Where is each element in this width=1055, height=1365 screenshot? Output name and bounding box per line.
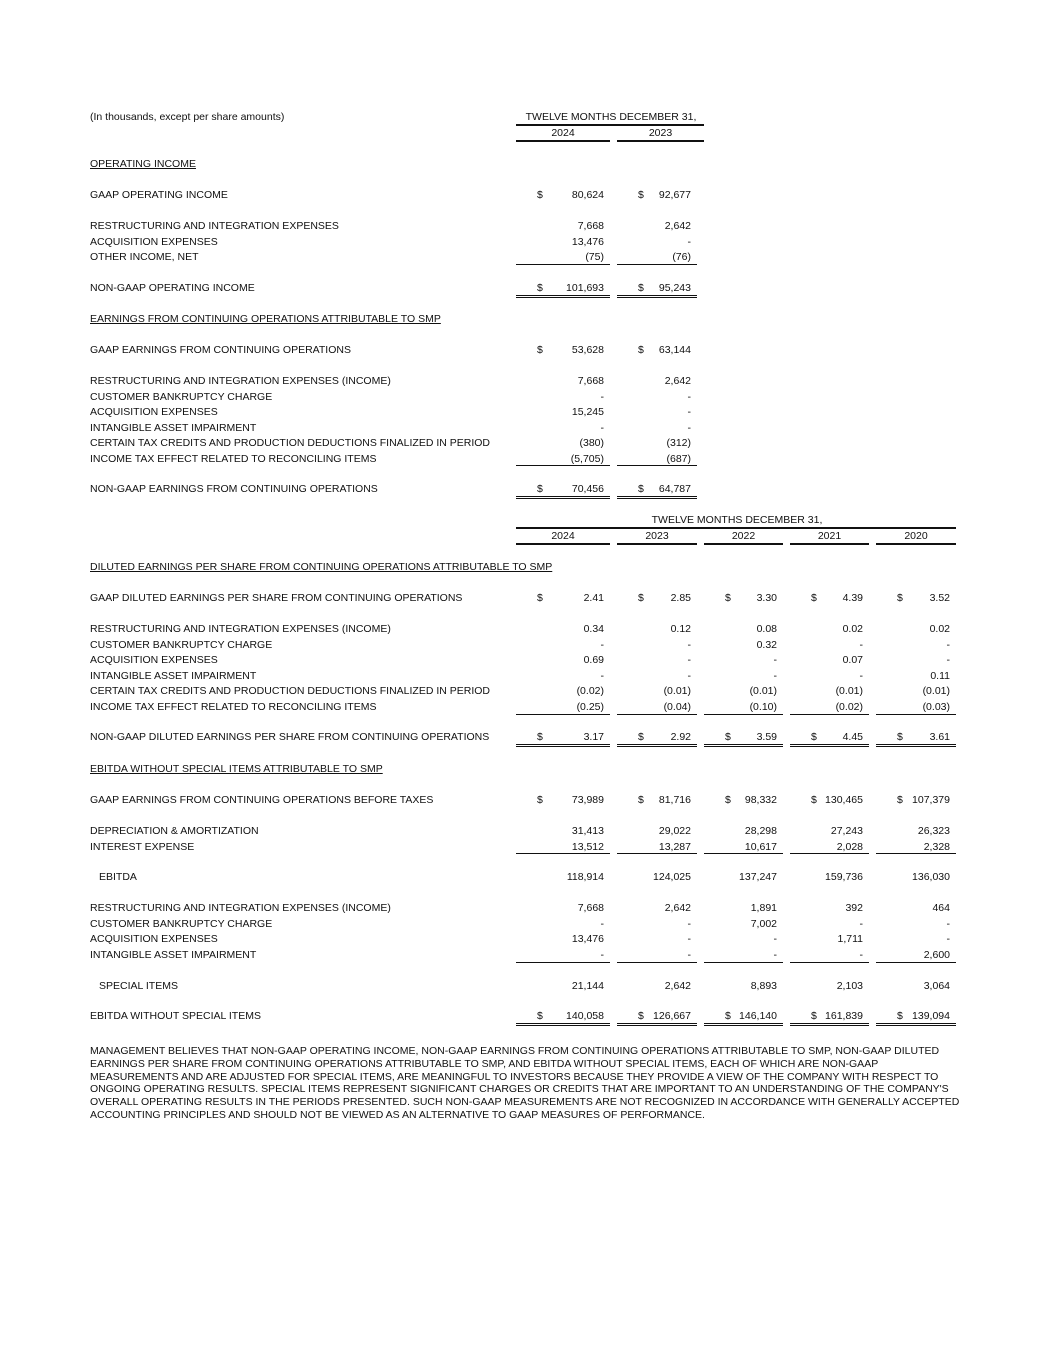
cell-value: (0.25)	[576, 700, 604, 713]
units-note: (In thousands, except per share amounts)	[90, 111, 285, 123]
year-header: 2021	[817, 530, 842, 542]
cell-value: 0.69	[583, 654, 604, 666]
cell-value: -	[687, 638, 691, 651]
currency-symbol: $	[638, 483, 644, 495]
year-header: 2023	[648, 127, 673, 139]
cell-value: 80,624	[571, 189, 604, 201]
cell-value: 13,512	[571, 840, 604, 853]
row-label: OTHER INCOME, NET	[90, 251, 199, 263]
cell-value: (0.01)	[663, 685, 691, 697]
cell-value: (0.02)	[835, 700, 863, 713]
row-label: ACQUISITION EXPENSES	[90, 235, 218, 248]
year-header: 2024	[551, 127, 575, 139]
cell-value: -	[773, 669, 777, 682]
period-underline	[516, 527, 956, 529]
cell-value: 7,002	[750, 917, 777, 930]
cell-value: -	[946, 917, 950, 930]
currency-symbol: $	[897, 1010, 903, 1022]
row-label: INTANGIBLE ASSET IMPAIRMENT	[90, 421, 257, 434]
year-underline	[617, 543, 697, 545]
cell-value: -	[773, 948, 777, 961]
currency-symbol: $	[638, 189, 644, 201]
cell-value: 28,298	[744, 825, 777, 837]
row-label: ACQUISITION EXPENSES	[90, 654, 218, 666]
cell-value: 3.52	[929, 592, 950, 604]
row-label: RESTRUCTURING AND INTEGRATION EXPENSES (INCOME)	[90, 375, 391, 387]
cell-value: 81,716	[658, 794, 691, 806]
currency-symbol: $	[897, 794, 903, 806]
total-rule	[516, 1023, 610, 1026]
cell-value: 2.92	[670, 731, 691, 743]
currency-symbol: $	[537, 344, 543, 356]
cell-value: 392	[845, 902, 863, 914]
cell-value: -	[859, 917, 863, 930]
row-label: EBITDA WITHOUT SPECIAL ITEMS	[90, 1010, 261, 1022]
currency-symbol: $	[537, 1010, 543, 1022]
row-label: INCOME TAX EFFECT RELATED TO RECONCILING ITEMS	[90, 452, 377, 465]
cell-value: -	[859, 948, 863, 961]
cell-value: 27,243	[830, 825, 863, 837]
period-header: TWELVE MONTHS DECEMBER 31,	[525, 111, 697, 123]
cell-value: 70,456	[571, 483, 604, 495]
cell-value: 15,245	[571, 406, 604, 418]
subtotal-rule	[790, 714, 869, 715]
subtotal-rule	[617, 465, 697, 466]
row-label: CERTAIN TAX CREDITS AND PRODUCTION DEDUCTIONS FINALIZED IN PERIOD	[90, 437, 491, 449]
cell-value: 464	[932, 902, 950, 914]
cell-value: 98,332	[744, 794, 777, 806]
cell-value: 2,642	[664, 902, 691, 914]
currency-symbol: $	[811, 731, 817, 743]
cell-value: 31,413	[571, 825, 604, 837]
cell-value: 0.32	[756, 638, 777, 651]
subtotal-rule	[617, 264, 697, 265]
row-label: RESTRUCTURING AND INTEGRATION EXPENSES (INCOME)	[90, 623, 391, 635]
currency-symbol: $	[638, 1010, 644, 1022]
cell-value: (0.02)	[576, 685, 604, 697]
cell-value: 0.07	[842, 654, 863, 666]
cell-value: -	[687, 917, 691, 930]
cell-value: 53,628	[571, 344, 604, 356]
cell-value: 159,736	[825, 871, 863, 883]
section-title: EARNINGS FROM CONTINUING OPERATIONS ATTRIBUTABLE TO SMP	[90, 313, 441, 325]
year-header: 2023	[645, 530, 669, 542]
subtotal-rule	[704, 714, 783, 715]
total-rule	[617, 295, 697, 298]
currency-symbol: $	[725, 1010, 731, 1022]
cell-value: -	[687, 948, 691, 961]
total-rule	[516, 496, 610, 499]
currency-symbol: $	[537, 592, 543, 604]
year-underline	[516, 140, 610, 142]
cell-value: -	[600, 638, 604, 651]
cell-value: 7,668	[577, 220, 604, 232]
cell-value: 1,891	[750, 902, 777, 914]
section-title: EBITDA WITHOUT SPECIAL ITEMS ATTRIBUTABLE TO SMP	[90, 763, 383, 775]
row-label: RESTRUCTURING AND INTEGRATION EXPENSES	[90, 220, 339, 232]
row-label: INCOME TAX EFFECT RELATED TO RECONCILING ITEMS	[90, 700, 377, 713]
cell-value: -	[773, 654, 777, 666]
total-rule	[516, 295, 610, 298]
year-header: 2024	[551, 530, 575, 542]
cell-value: 13,287	[658, 840, 691, 853]
cell-value: 2,600	[923, 948, 950, 961]
year-underline	[876, 543, 956, 545]
cell-value: 13,476	[571, 933, 604, 945]
cell-value: (312)	[666, 437, 691, 449]
period-underline	[516, 124, 704, 126]
row-label: ACQUISITION EXPENSES	[90, 933, 218, 945]
cell-value: 2,328	[923, 840, 950, 853]
cell-value: 118,914	[566, 871, 604, 883]
cell-value: (0.10)	[749, 700, 777, 713]
cell-value: -	[946, 933, 950, 945]
cell-value: 136,030	[912, 871, 950, 883]
cell-value: 2,642	[664, 375, 691, 387]
cell-value: -	[600, 948, 604, 961]
row-label: CUSTOMER BANKRUPTCY CHARGE	[90, 638, 273, 651]
cell-value: 161,839	[825, 1010, 863, 1022]
row-label: NON-GAAP DILUTED EARNINGS PER SHARE FROM CONTINUING OPERATIONS	[90, 731, 490, 743]
cell-value: -	[687, 421, 691, 434]
currency-symbol: $	[537, 189, 543, 201]
cell-value: 29,022	[658, 825, 691, 837]
subtotal-rule	[617, 714, 697, 715]
cell-value: 0.02	[929, 623, 950, 635]
cell-value: -	[600, 669, 604, 682]
subtotal-rule	[876, 853, 956, 854]
period-header: TWELVE MONTHS DECEMBER 31,	[651, 514, 823, 526]
cell-value: 92,677	[658, 189, 691, 201]
total-rule	[704, 1023, 783, 1026]
row-label: CUSTOMER BANKRUPTCY CHARGE	[90, 390, 273, 403]
currency-symbol: $	[725, 794, 731, 806]
subtotal-rule	[876, 714, 956, 715]
row-label: NON-GAAP OPERATING INCOME	[90, 282, 255, 294]
subtotal-rule	[790, 962, 869, 963]
cell-value: (5,705)	[570, 452, 604, 465]
cell-value: -	[859, 669, 863, 682]
cell-value: -	[687, 235, 691, 248]
total-rule	[790, 1023, 869, 1026]
year-header: 2020	[904, 530, 928, 542]
cell-value: 2,642	[664, 220, 691, 232]
currency-symbol: $	[725, 592, 731, 604]
subtotal-rule	[516, 714, 610, 715]
cell-value: (0.03)	[922, 700, 950, 713]
cell-value: 0.11	[930, 669, 950, 682]
cell-value: 2.85	[670, 592, 691, 604]
cell-value: -	[773, 933, 777, 945]
cell-value: (0.01)	[835, 685, 863, 697]
cell-value: 4.39	[842, 592, 863, 604]
cell-value: 64,787	[658, 483, 691, 495]
row-label: NON-GAAP EARNINGS FROM CONTINUING OPERATIONS	[90, 483, 378, 495]
cell-value: (687)	[666, 452, 691, 465]
total-rule	[876, 744, 956, 747]
row-label: SPECIAL ITEMS	[99, 980, 178, 992]
subtotal-rule	[704, 853, 783, 854]
currency-symbol: $	[537, 731, 543, 743]
row-label: ACQUISITION EXPENSES	[90, 406, 218, 418]
cell-value: 101,693	[566, 282, 604, 294]
cell-value: (0.04)	[663, 700, 691, 713]
cell-value: -	[600, 421, 604, 434]
cell-value: 137,247	[739, 871, 777, 883]
total-rule	[617, 1023, 697, 1026]
total-rule	[617, 744, 697, 747]
cell-value: 95,243	[658, 282, 691, 294]
cell-value: 2,642	[664, 980, 691, 992]
currency-symbol: $	[537, 282, 543, 294]
cell-value: (75)	[585, 251, 604, 263]
total-rule	[516, 744, 610, 747]
row-label: GAAP EARNINGS FROM CONTINUING OPERATIONS BEFORE TAXES	[90, 794, 434, 806]
row-label: CUSTOMER BANKRUPTCY CHARGE	[90, 917, 273, 930]
cell-value: -	[687, 669, 691, 682]
total-rule	[704, 744, 783, 747]
cell-value: -	[600, 390, 604, 403]
cell-value: 8,893	[750, 980, 777, 992]
year-header: 2022	[731, 530, 756, 542]
cell-value: 139,094	[912, 1010, 950, 1022]
currency-symbol: $	[897, 592, 903, 604]
cell-value: -	[946, 638, 950, 651]
subtotal-rule	[516, 264, 610, 265]
currency-symbol: $	[811, 592, 817, 604]
subtotal-rule	[617, 962, 697, 963]
total-rule	[617, 496, 697, 499]
cell-value: 107,379	[912, 794, 950, 806]
cell-value: 0.08	[756, 623, 777, 635]
cell-value: (0.01)	[922, 685, 950, 697]
cell-value: 126,667	[653, 1010, 691, 1022]
subtotal-rule	[790, 853, 869, 854]
cell-value: 21,144	[571, 980, 604, 992]
cell-value: -	[946, 654, 950, 666]
row-label: GAAP DILUTED EARNINGS PER SHARE FROM CONTINUING OPERATIONS	[90, 592, 463, 604]
year-underline	[617, 140, 704, 142]
currency-symbol: $	[638, 592, 644, 604]
year-underline	[516, 543, 610, 545]
currency-symbol: $	[725, 731, 731, 743]
row-label: RESTRUCTURING AND INTEGRATION EXPENSES (INCOME)	[90, 902, 391, 914]
cell-value: 4.45	[842, 731, 863, 743]
subtotal-rule	[516, 465, 610, 466]
cell-value: 73,989	[571, 794, 604, 806]
currency-symbol: $	[638, 344, 644, 356]
cell-value: 10,617	[744, 840, 777, 853]
row-label: EBITDA	[99, 871, 137, 883]
cell-value: 124,025	[653, 871, 691, 883]
cell-value: 0.12	[670, 623, 691, 635]
row-label: CERTAIN TAX CREDITS AND PRODUCTION DEDUCTIONS FINALIZED IN PERIOD	[90, 685, 491, 697]
cell-value: 2,103	[836, 980, 863, 992]
cell-value: 3.17	[583, 731, 604, 743]
cell-value: 130,465	[825, 794, 863, 806]
section-title: DILUTED EARNINGS PER SHARE FROM CONTINUING OPERATIONS ATTRIBUTABLE TO SMP	[90, 561, 553, 573]
year-underline	[790, 543, 869, 545]
subtotal-rule	[617, 853, 697, 854]
currency-symbol: $	[537, 483, 543, 495]
row-label: DEPRECIATION & AMORTIZATION	[90, 825, 259, 837]
subtotal-rule	[516, 962, 610, 963]
row-label: INTEREST EXPENSE	[90, 840, 195, 853]
cell-value: 3.61	[929, 731, 950, 743]
section-title: OPERATING INCOME	[90, 158, 196, 170]
cell-value: 7,668	[577, 902, 604, 914]
row-label: INTANGIBLE ASSET IMPAIRMENT	[90, 948, 257, 961]
subtotal-rule	[876, 962, 956, 963]
cell-value: 140,058	[566, 1010, 604, 1022]
cell-value: 63,144	[658, 344, 691, 356]
subtotal-rule	[516, 853, 610, 854]
cell-value: -	[687, 406, 691, 418]
currency-symbol: $	[897, 731, 903, 743]
cell-value: 2,028	[836, 840, 863, 853]
cell-value: 0.02	[842, 623, 863, 635]
cell-value: -	[600, 917, 604, 930]
cell-value: -	[687, 390, 691, 403]
total-rule	[876, 1023, 956, 1026]
cell-value: 0.34	[583, 623, 604, 635]
cell-value: -	[687, 654, 691, 666]
currency-symbol: $	[638, 282, 644, 294]
cell-value: 3,064	[923, 980, 950, 992]
currency-symbol: $	[638, 794, 644, 806]
currency-symbol: $	[811, 794, 817, 806]
row-label: GAAP OPERATING INCOME	[90, 189, 228, 201]
row-label: GAAP EARNINGS FROM CONTINUING OPERATIONS	[90, 344, 351, 356]
total-rule	[790, 744, 869, 747]
cell-value: -	[687, 933, 691, 945]
cell-value: (0.01)	[749, 685, 777, 697]
cell-value: -	[859, 638, 863, 651]
currency-symbol: $	[638, 731, 644, 743]
footnote: MANAGEMENT BELIEVES THAT NON-GAAP OPERATING INCOME, NON-GAAP EARNINGS FROM CONTINUING OPERATIONS ATTRIBUTABLE TO SMP, NON-GAAP DILUTED EARNINGS PER SHARE FROM CONTINUING OPERATIONS ATTRIBUTABLE TO SMP, AND EBITDA WITHOUT SPECIAL ITEMS, EACH OF WHICH ARE NON-GAAP MEASUREMENTS AND ARE ADJUSTED FOR SPECIAL ITEMS, ARE MEANINGFUL TO INVESTORS BECAUSE THEY PROVIDE A VIEW OF THE COMPANY WITH RESPECT TO ONGOING OPERATING RESULTS. SPECIAL ITEMS REPRESENT SIGNIFICANT CHARGES OR CREDITS THAT ARE IMPORTANT TO AN UNDERSTANDING OF THE COMPANY'S OVERALL OPERATING RESULTS IN THE PERIODS PRESENTED. SUCH NON-GAAP MEASUREMENTS ARE NOT RECOGNIZED IN ACCORDANCE WITH GENERALLY ACCEPTED ACCOUNTING PRINCIPLES AND SHOULD NOT BE VIEWED AS AN ALTERNATIVE TO GAAP MEASURES OF PERFORMANCE.	[90, 1045, 960, 1121]
cell-value: 3.30	[756, 592, 777, 604]
cell-value: (380)	[579, 437, 604, 449]
row-label: INTANGIBLE ASSET IMPAIRMENT	[90, 669, 257, 682]
subtotal-rule	[704, 962, 783, 963]
cell-value: 7,668	[577, 375, 604, 387]
cell-value: 26,323	[917, 825, 950, 837]
cell-value: 13,476	[571, 235, 604, 248]
cell-value: (76)	[672, 251, 691, 263]
cell-value: 1,711	[837, 933, 863, 945]
cell-value: 146,140	[739, 1010, 777, 1022]
currency-symbol: $	[537, 794, 543, 806]
cell-value: 3.59	[756, 731, 777, 743]
currency-symbol: $	[811, 1010, 817, 1022]
cell-value: 2.41	[583, 592, 604, 604]
year-underline	[704, 543, 783, 545]
